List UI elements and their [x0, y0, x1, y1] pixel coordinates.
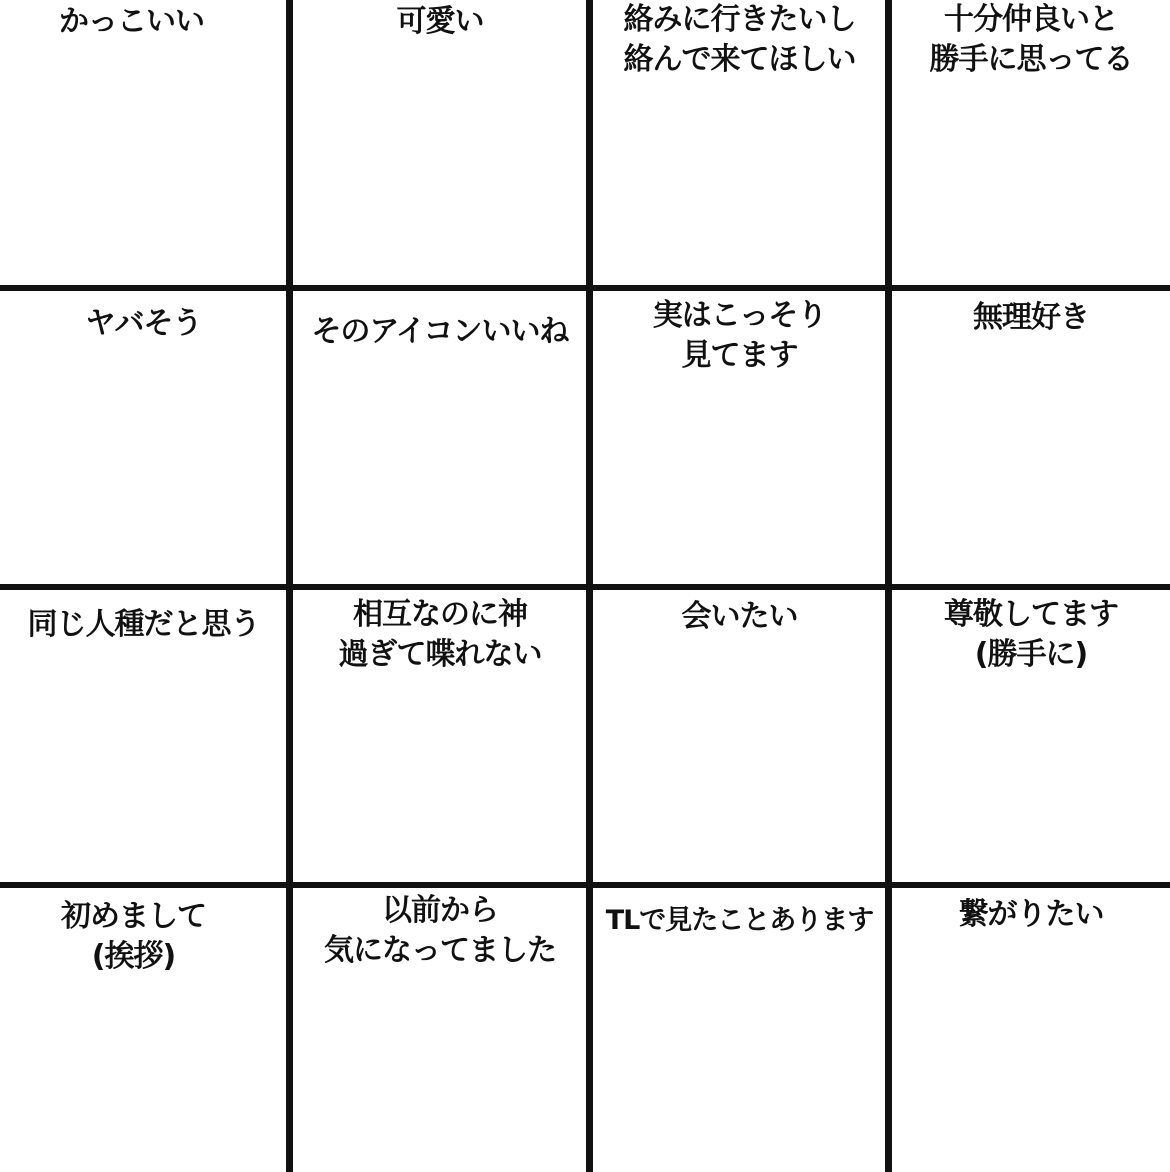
cell-label: かっこいい — [59, 4, 204, 39]
grid-line-horizontal — [0, 882, 1170, 888]
cell-label: 尊敬してます (勝手に) — [944, 597, 1118, 672]
cell-label: 実はこっそり 見てます — [652, 298, 827, 373]
cell-kawaii[interactable] — [293, 0, 587, 286]
cell-label: 十分仲良いと 勝手に思ってる — [929, 2, 1133, 77]
cell-label: 可愛い — [396, 4, 484, 39]
cell-murizuki[interactable] — [892, 292, 1170, 585]
cell-karami[interactable] — [593, 0, 886, 286]
cell-label: 初めまして (挨拶) — [61, 899, 206, 974]
cell-tsunagaritai[interactable] — [892, 889, 1170, 1172]
grid-line-horizontal — [0, 584, 1170, 590]
cell-label: 絡みに行きたいし 絡んで来てほしい — [623, 2, 856, 77]
cell-nakayoi[interactable] — [892, 0, 1170, 286]
cell-label: 繋がりたい — [958, 897, 1104, 932]
cell-tl-mita[interactable] — [593, 889, 886, 1172]
cell-kossori[interactable] — [593, 292, 886, 585]
cell-onaji-jinshu[interactable] — [0, 591, 287, 883]
cell-sonkei[interactable] — [892, 591, 1170, 883]
cell-sougo-kami[interactable] — [293, 591, 587, 883]
cell-label: 以前から 気になってました — [324, 893, 556, 968]
cell-label: そのアイコンいいね — [311, 314, 569, 349]
cell-aitai[interactable] — [593, 591, 886, 883]
grid-line-horizontal — [0, 285, 1170, 291]
cell-label: 無理好き — [973, 300, 1089, 335]
cell-label: 会いたい — [681, 599, 798, 634]
cell-hajimemashite[interactable] — [0, 889, 287, 1172]
cell-label: TLで見たことあります — [605, 905, 874, 936]
cell-icon-iine[interactable] — [293, 292, 587, 585]
cell-label: 相互なのに神 過ぎて喋れない — [338, 597, 542, 672]
cell-kakkoii[interactable] — [0, 0, 287, 286]
cell-izen-kara[interactable] — [293, 889, 587, 1172]
cell-label: ヤバそう — [85, 306, 202, 341]
cell-yabasou[interactable] — [0, 292, 287, 585]
cell-label: 同じ人種だと思う — [27, 607, 260, 642]
